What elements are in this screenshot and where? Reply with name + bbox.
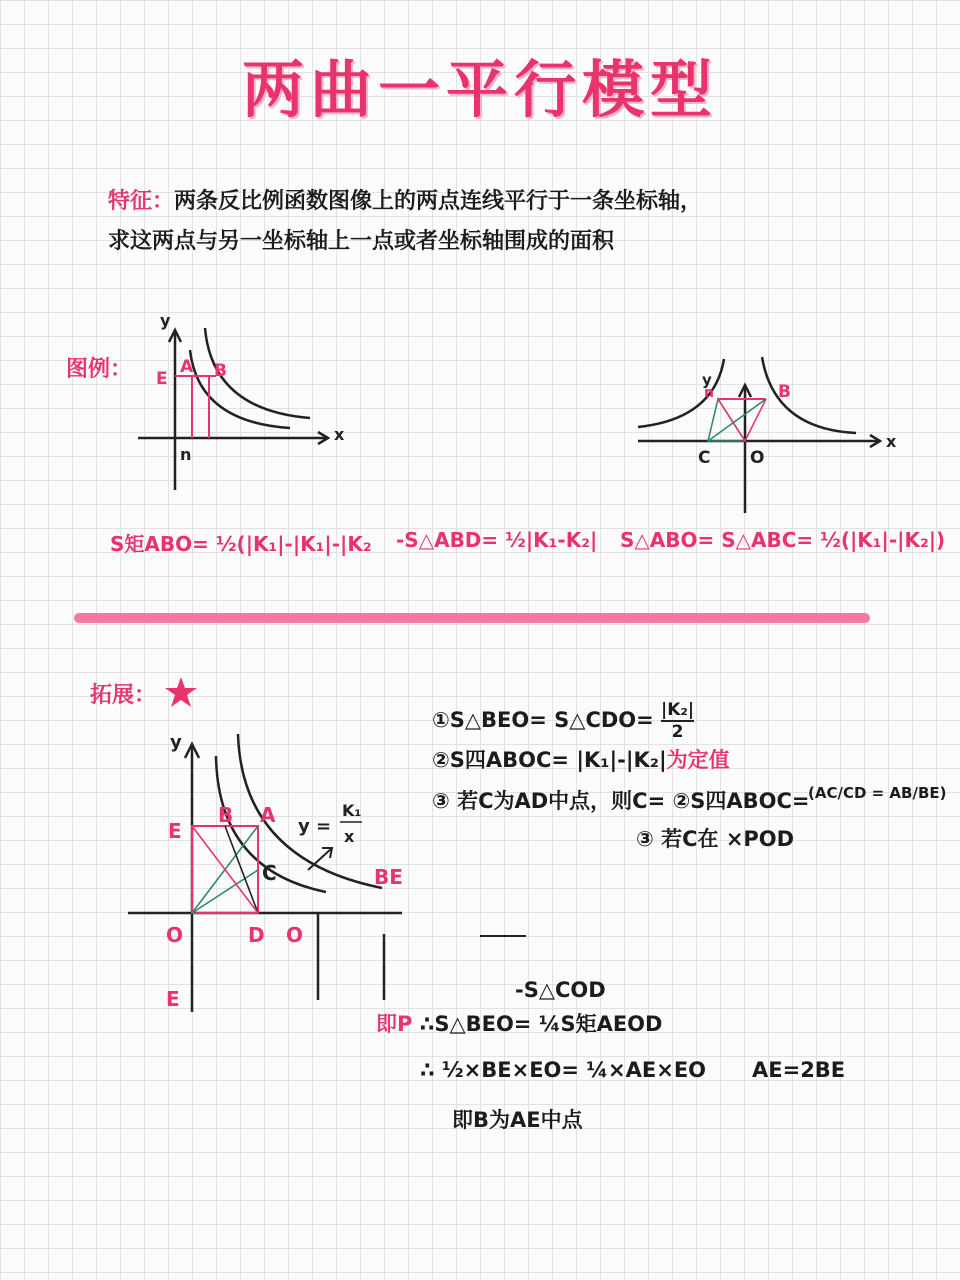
extension-label-text: 拓展： [90,683,157,708]
g1-label-A: A [180,357,194,377]
section-divider [74,613,870,623]
ext-line-1-den: 2 [671,722,684,742]
g2-x-label: x [886,432,897,451]
curve-inner [190,350,290,428]
g3-label-B: B [218,803,234,827]
g3-label-BE: BE [374,865,403,889]
page-title: 两曲一平行模型 [241,53,718,126]
formula-left-b: -S△ABD= ½|K₁-K₂| [396,528,598,552]
g3-label-A: A [260,803,276,827]
ext-line-7-note: AE=2BE [752,1058,846,1082]
triangle-ACO [708,399,745,441]
line-BD [225,826,258,913]
example-label: 图例： [66,357,133,382]
ext-line-3: ③ 若C为AD中点，则C= ②S四ABOC= [432,789,810,813]
g2-y-label: y [702,371,712,389]
g2-label-C: C [698,448,711,468]
g1-label-E: E [156,369,168,389]
g3-curve-den: x [344,827,355,846]
ext-line-7: ∴ ½×BE×EO= ¼×AE×EO [420,1058,707,1082]
g1-y-label: y [160,311,171,330]
ext-line-6-text: ∴S△BEO= ¼S矩AEOD [419,1012,663,1036]
graph-1 [130,310,370,500]
star-icon [164,676,198,708]
g3-y-label: y [170,732,182,753]
ext-line-2-a: ②S四ABOC= |K₁|-|K₂| [432,748,667,772]
formula-right: S△ABO= S△ABC= ½(|K₁|-|K₂|) [620,528,946,552]
ext-line-6 [376,1008,662,1038]
g1-label-B: B [214,361,227,381]
ext-line-1-num: |K₂| [661,700,695,720]
extension-label [90,676,198,709]
curve-right [762,357,856,433]
ext-underline [480,935,526,937]
ext-line-5: -S△COD [515,978,606,1002]
feature-line-2: 求这两点与另一坐标轴上一点或者坐标轴围成的面积 [108,229,615,254]
graph-3 [120,720,420,1020]
g1-label-n: n [180,445,192,464]
ext-line-2 [432,744,730,774]
ext-line-1 [432,700,694,742]
g3-curve-y: y = [298,816,332,837]
formula-left-a: S矩ABO= ½(|K₁|-|K₁|-|K₂ [110,532,372,556]
g3-label-D: D [248,923,265,947]
ext-line-4: ③ 若C在 ×POD [636,827,795,851]
ext-line-2-b: 为定值 [666,748,730,772]
feature-text [108,182,908,262]
line-AO [718,399,745,441]
ext-line-8: 即B为AE中点 [452,1108,583,1132]
feature-label: 特征： [108,189,175,214]
g3-curve-num: K₁ [342,801,362,820]
graph-2 [630,355,910,515]
g3-label-O: O [166,923,184,947]
g3-label-O2: O [286,923,304,947]
g2-label-O: O [750,448,765,468]
line-OC [192,870,258,913]
g3-label-E: E [168,819,182,843]
feature-line-1: 两条反比例函数图像上的两点连线平行于一条坐标轴， [174,189,703,214]
g2-label-n: n [704,385,714,401]
line-BO [745,399,766,441]
g3-label-E2: E [166,987,180,1011]
g1-x-label: x [334,425,345,444]
g2-label-B: B [778,382,791,402]
ext-line-6-prefix: 即P [376,1012,413,1036]
ext-line-3-frac: (AC/CD = AB/BE) [808,784,947,802]
ext-line-1-text: ①S△BEO= S△CDO= [432,708,662,732]
g3-label-C: C [262,861,277,885]
